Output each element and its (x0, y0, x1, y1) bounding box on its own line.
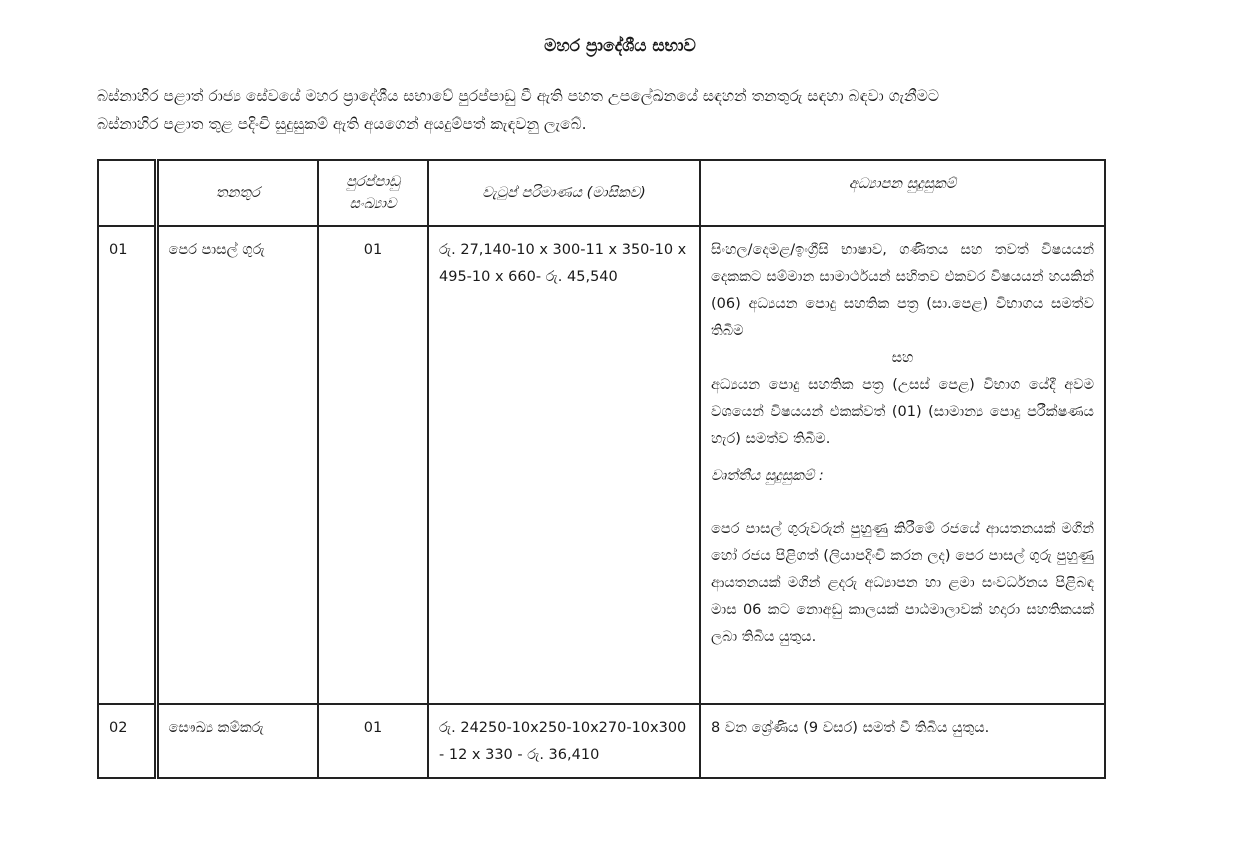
header-qualifications: අධ්‍යාපන සුදුසුකම් (700, 160, 1105, 226)
intro-line: බස්නාහිර පළාත් රාජ්‍ය සේවයේ මහර ප්‍රාදේශීය සභාවේ පුරප්පාඩු වී ඇති පහත උපලේඛනයේ සඳහන් තනතුරු සඳහා බඳවා ගැනීමට (97, 87, 939, 105)
row-salary: රු. 24250-10x250-10x270-10x300 - 12 x 330 - රු. 36,410 (428, 704, 700, 778)
vocational-text: පෙර පාසල් ගුරුවරුන් පුහුණු කිරීමේ රජයේ ආයතනයක් මගින් හෝ රජය පිළිගත් (ලියාපදිංචි කරන ලද) පෙර පාසල් ගුරු පුහුණු ආයතනයක් මගින් ළදරු අධ්‍යාපන හා ළමා සංවර්ධනය පිළිබඳ මාස 06 කට නොඅඩු කාලයක් පාඨමාලාවක් හදාරා සහතිකයක් ලබා තිබිය යුතුය. (711, 521, 1094, 645)
row-qualifications (700, 226, 1105, 704)
header-salary: වැටුප් පරිමාණය (මාසිකව) (428, 160, 700, 226)
edu-al-requirement: අධ්‍යයන පොදු සහතික පත්‍ර (උසස් පෙළ) විභාග යේදී අවම වශයෙන් විෂයයන් එකක්වත් (01) (සාමාන්‍ය පොදු පරීක්ෂණය හැර) සමත්ව තිබීම. (711, 377, 1094, 447)
table-row (98, 226, 1105, 704)
row-number: 02 (98, 704, 156, 778)
table-header-row (98, 160, 1105, 226)
row-post: පෙර පාසල් ගුරු (156, 226, 318, 704)
vacancy-table (97, 159, 1106, 779)
table-row (98, 704, 1105, 778)
row-qualifications: 8 වන ශ්‍රේණිය (9 වසර) සමත් වී තිබිය යුතුය. (700, 704, 1105, 778)
row-number: 01 (98, 226, 156, 704)
row-vacancies: 01 (318, 226, 428, 704)
page-title: මහර ප්‍රාදේශීය සභාව (544, 36, 696, 56)
intro-line: බස්නාහිර පළාත තුළ පදිංචි සුදුසුකම් ඇති අයගෙන් අයදුම්පත් කැඳවනු ලැබේ. (97, 115, 587, 133)
intro-paragraph (97, 82, 1137, 138)
edu-ol-requirement: සිංහල/දෙමළ/ඉංග්‍රීසි භාෂාව, ගණිතය සහ තවත් විෂයයන් දෙකකට සම්මාන සාමාර්ථයන් සහිතව එකවර විෂයයන් හයකින් (06) අධ්‍යයන පොදු සහතික පත්‍ර (සා.පෙළ) විභාගය සමත්ව තිබීම (711, 242, 1094, 339)
header-number (98, 160, 156, 226)
row-post: සෞඛ්‍ය කම්කරු (156, 704, 318, 778)
header-vacancies: පුරප්පාඩු සංඛ්‍යාව (318, 160, 428, 226)
row-salary: රු. 27,140-10 x 300-11 x 350-10 x 495-10 x 660- රු. 45,540 (428, 226, 700, 704)
header-post: තනතුර (156, 160, 318, 226)
vocational-heading: වෘත්තීය සුදුසුකම් : (711, 468, 824, 484)
row-vacancies: 01 (318, 704, 428, 778)
edu-and-connector: සහ (891, 350, 914, 366)
